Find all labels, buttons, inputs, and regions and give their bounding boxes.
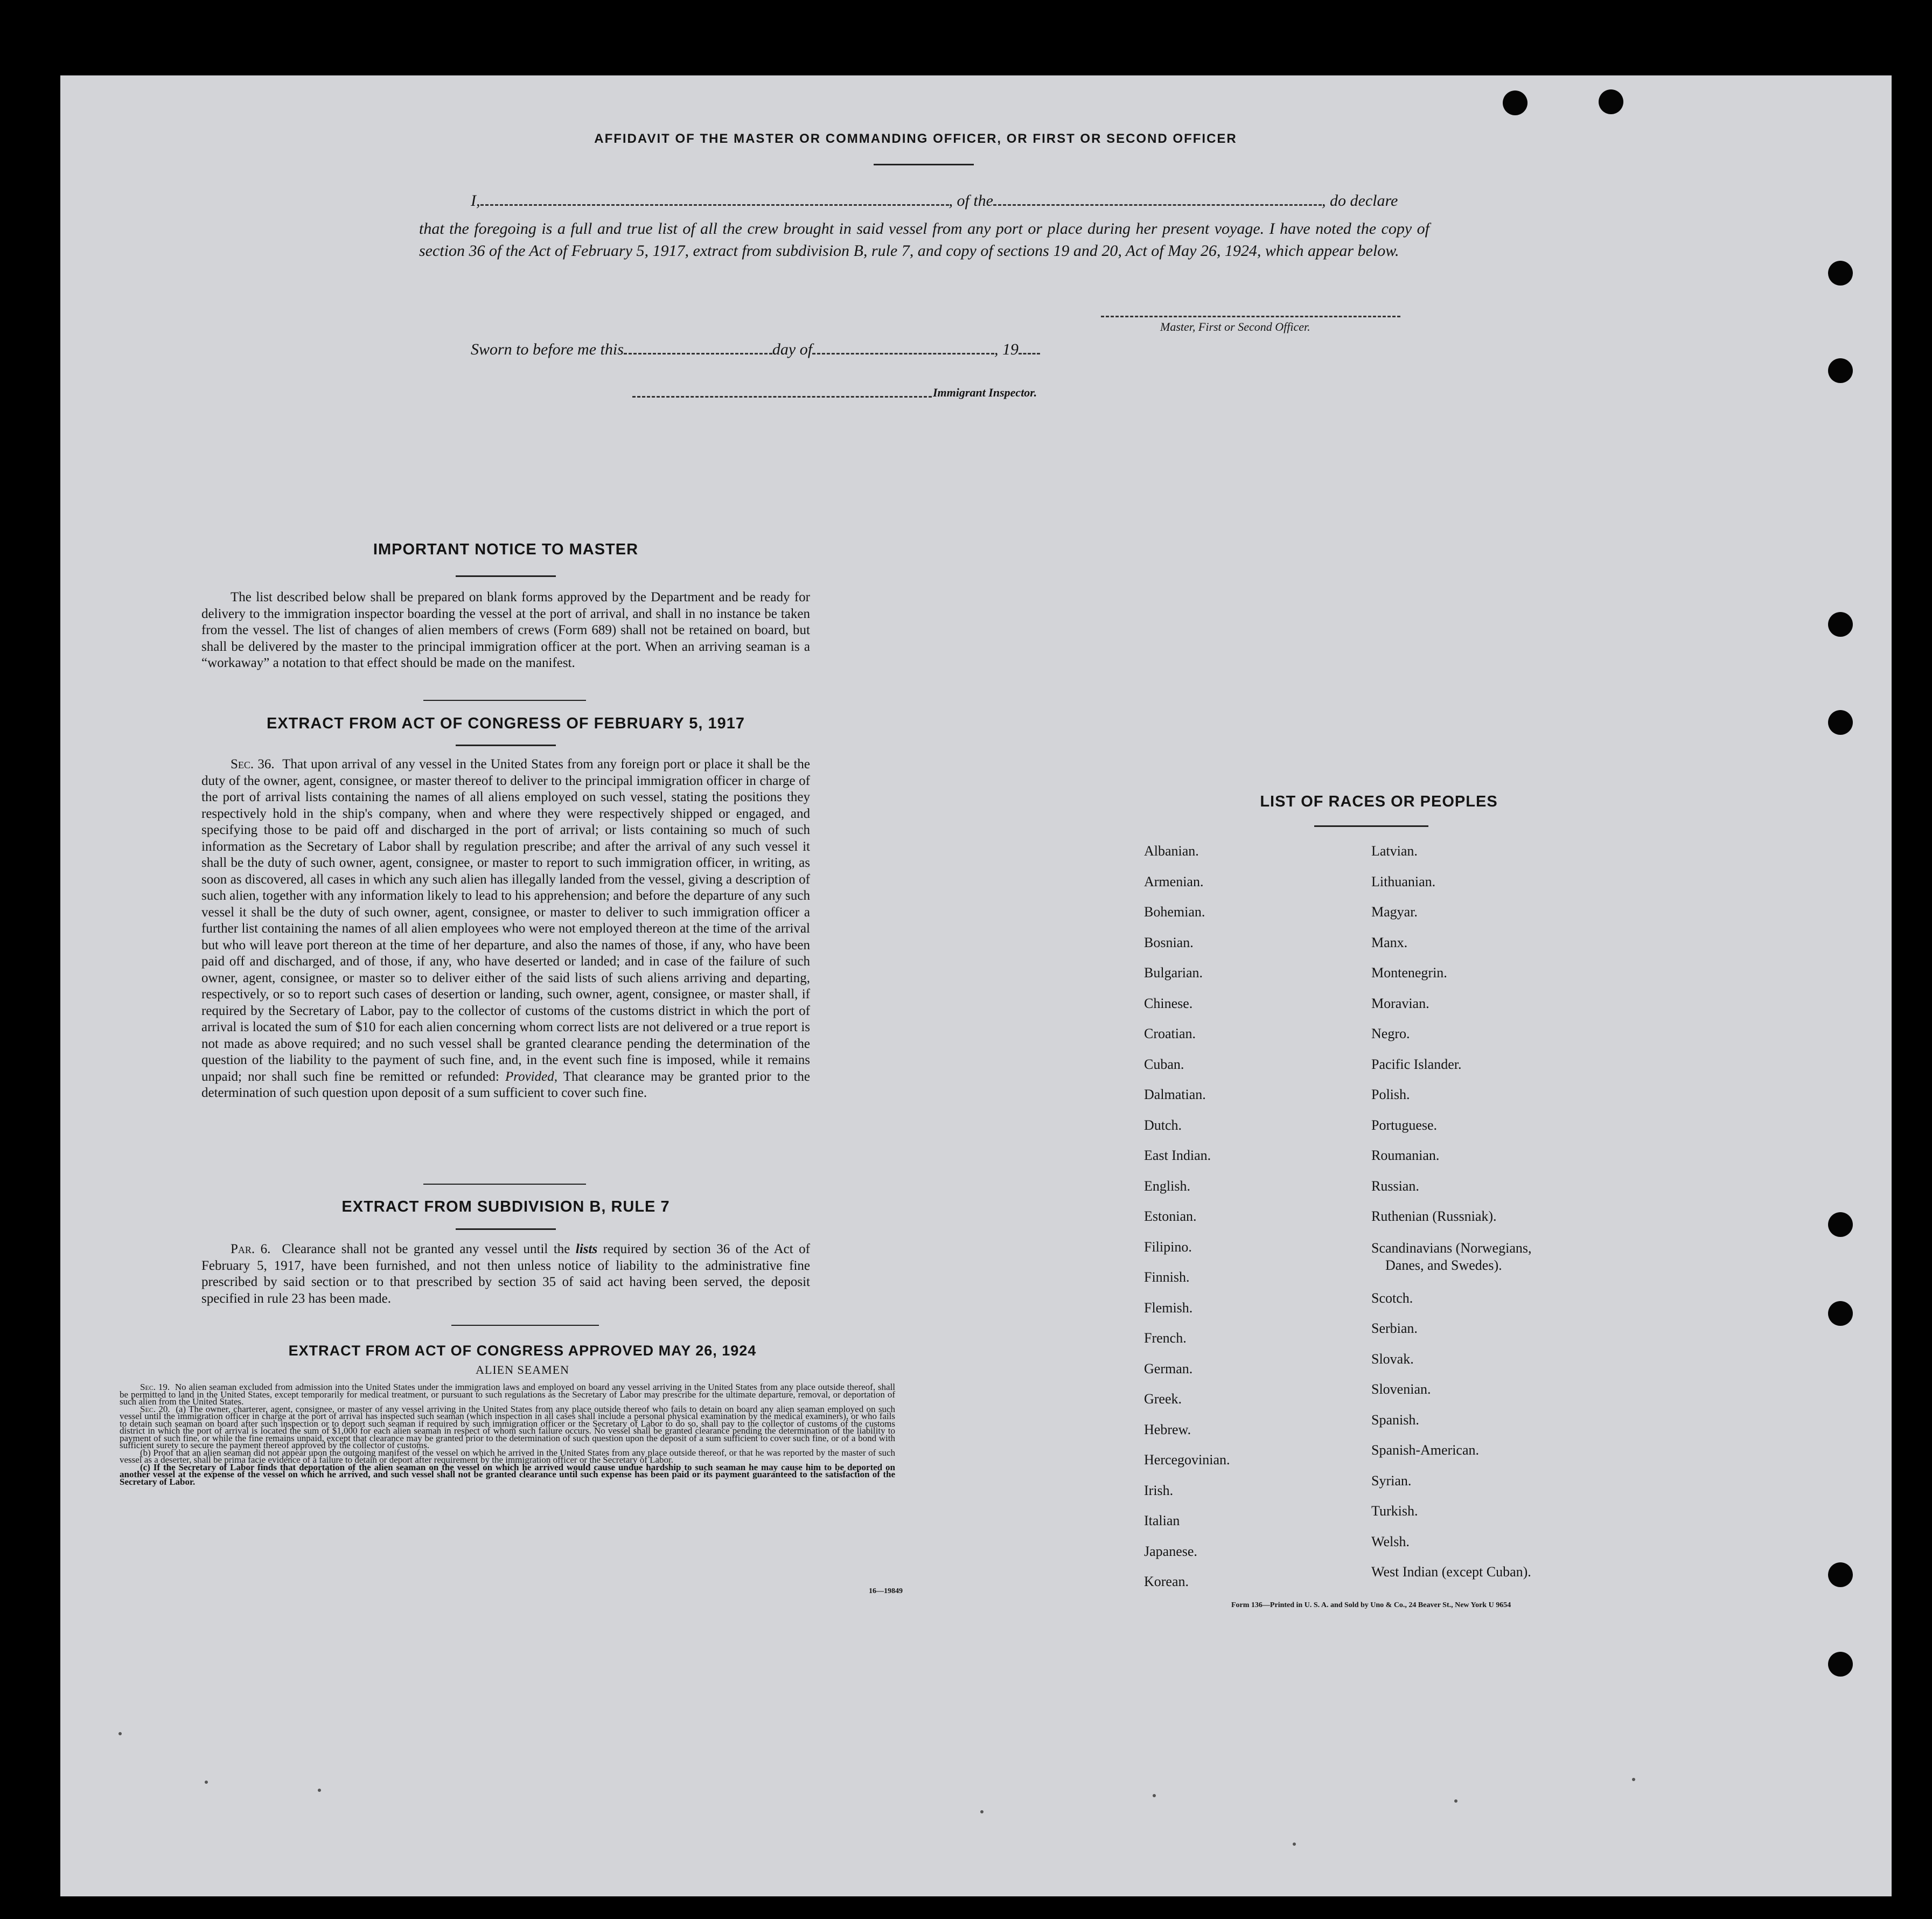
section-divider — [423, 700, 586, 701]
race-item: Latvian. — [1371, 843, 1418, 859]
declarant-label: I, — [471, 192, 480, 210]
race-item: Filipino. — [1144, 1239, 1192, 1255]
race-item: Russian. — [1371, 1178, 1419, 1194]
punch-hole — [1828, 612, 1853, 637]
race-item: West Indian (except Cuban). — [1371, 1564, 1531, 1580]
section-rule — [456, 575, 556, 577]
race-item: Bohemian. — [1144, 904, 1205, 920]
race-item: Bosnian. — [1144, 934, 1194, 950]
vessel-name-field[interactable] — [993, 204, 1322, 206]
provided-word: Provided, — [505, 1069, 557, 1084]
section-rule — [456, 745, 556, 746]
speck — [1632, 1778, 1635, 1781]
race-item: Spanish. — [1371, 1412, 1419, 1428]
race-item: Croatian. — [1144, 1026, 1196, 1041]
race-item: Slovenian. — [1371, 1381, 1431, 1397]
alien-seamen-subtitle: ALIEN SEAMEN — [476, 1363, 569, 1376]
race-item: Dutch. — [1144, 1117, 1182, 1133]
affidavit-title: AFFIDAVIT OF THE MASTER OR COMMANDING OFFICER, OR FIRST OR SECOND OFFICER — [594, 131, 1237, 146]
notice-body: The list described below shall be prepared on blank forms approved by the Department and be ready for delivery to the immigration inspector boarding the vessel at the port of arrival, and shall in no instance be taken from the vessel. The list of changes of alien members of crews (Form 689) shall not be retained on board, but shall be delivered by the master to the principal immigration officer at the port. When an arriving seaman is a “workaway” a notation to that effect should be made on the manifest. — [201, 590, 810, 670]
race-item: Moravian. — [1371, 995, 1429, 1011]
par-6-body-b: required by section 36 of the Act of February 5, 1917, have been furnished, and not then unless notice of liability to the administrative fine prescribed by said section or to that prescribed by section 35 of said act having been served, the deposit specified in rule 23 has been made. — [201, 1242, 811, 1306]
declarant-name-field[interactable] — [480, 204, 949, 206]
extract-1917-title: EXTRACT FROM ACT OF CONGRESS OF FEBRUARY 5, 1917 — [266, 715, 745, 732]
par-6-body-a: Clearance shall not be granted any vessel until the — [282, 1242, 570, 1256]
punch-hole — [1828, 261, 1853, 286]
race-item: Portuguese. — [1371, 1117, 1438, 1133]
race-item: Polish. — [1371, 1087, 1410, 1102]
sworn-label: Sworn to before me this — [471, 340, 624, 358]
punch-hole — [1828, 1301, 1853, 1326]
extract-1924-title: EXTRACT FROM ACT OF CONGRESS APPROVED MAY 26, 1924 — [288, 1343, 757, 1359]
speck — [980, 1810, 984, 1813]
race-item: Italian — [1144, 1513, 1180, 1528]
race-item: Japanese. — [1144, 1543, 1197, 1559]
race-item: Roumanian. — [1371, 1148, 1440, 1163]
race-item: East Indian. — [1144, 1148, 1211, 1163]
punch-hole — [1828, 1652, 1853, 1677]
form-number: 16—19849 — [869, 1587, 903, 1595]
section-36-text — [201, 756, 810, 1102]
race-item: English. — [1144, 1178, 1190, 1194]
race-item: Scotch. — [1371, 1290, 1413, 1306]
race-item: Dalmatian. — [1144, 1087, 1206, 1102]
section-19 — [120, 1383, 895, 1406]
race-item: Spanish-American. — [1371, 1442, 1480, 1458]
race-item: Irish. — [1144, 1482, 1174, 1498]
declare-label: , do declare — [1322, 192, 1398, 210]
race-item: Hebrew. — [1144, 1421, 1191, 1437]
speck — [1293, 1842, 1296, 1846]
speck — [205, 1781, 208, 1784]
race-item: Pacific Islander. — [1371, 1056, 1462, 1072]
race-item: Danes, and Swedes). — [1385, 1257, 1502, 1273]
punch-hole — [1503, 91, 1528, 115]
year-label: , 19 — [994, 340, 1019, 358]
races-left-column — [1144, 836, 1230, 1597]
section-divider — [423, 1184, 586, 1185]
day-of-label: day of — [772, 340, 813, 358]
race-item: Magyar. — [1371, 904, 1418, 920]
inspector-label: Immigrant Inspector. — [933, 386, 1037, 399]
rule-7-title: EXTRACT FROM SUBDIVISION B, RULE 7 — [341, 1198, 670, 1215]
par-6-text — [201, 1241, 810, 1307]
section-36-label: Sec. 36. — [231, 757, 275, 771]
speck — [1454, 1799, 1457, 1803]
section-divider — [451, 1325, 599, 1326]
race-item: Armenian. — [1144, 873, 1204, 889]
race-item: Greek. — [1144, 1391, 1182, 1407]
punch-hole — [1828, 1562, 1853, 1587]
sworn-line — [471, 340, 1171, 359]
section-19-body: No alien seaman excluded from admission into the United States under the immigration laws and employed on board any vessel arriving in the United States from any place outside thereof, shall be permitted to land in the United States, except temporarily for medical treatment, or pursuant to such regulations as the Secretary of Labor may prescribe for the ultimate departure, removal, or deportation of such alien from the United States. — [120, 1382, 896, 1407]
race-item: Finnish. — [1144, 1269, 1190, 1285]
races-right-column — [1371, 836, 1531, 1588]
race-item: Estonian. — [1144, 1208, 1197, 1224]
race-item: Lithuanian. — [1371, 873, 1436, 889]
speck — [118, 1732, 122, 1735]
race-item: Turkish. — [1371, 1503, 1418, 1519]
notice-title: IMPORTANT NOTICE TO MASTER — [373, 541, 639, 558]
section-rule — [456, 1228, 556, 1230]
race-item: Korean. — [1144, 1574, 1189, 1589]
race-item: Hercegovinian. — [1144, 1452, 1230, 1468]
section-20a — [120, 1403, 895, 1450]
race-item: Cuban. — [1144, 1056, 1184, 1072]
section-rule — [1314, 825, 1428, 827]
punch-hole — [1828, 1212, 1853, 1237]
punch-hole — [1599, 89, 1623, 114]
race-item: Welsh. — [1371, 1533, 1410, 1549]
section-36-body-end: That clearance may be granted prior to the determination of such question upon deposit of a sum sufficient to cover such fine. — [201, 1069, 810, 1100]
sworn-month-field[interactable] — [812, 353, 994, 354]
vessel-label: , of the — [948, 192, 993, 210]
extract-1924-body — [120, 1383, 895, 1485]
race-item: Chinese. — [1144, 995, 1193, 1011]
section-20-label: Sec. 20. — [140, 1403, 170, 1414]
race-item: French. — [1144, 1330, 1187, 1346]
race-item: Bulgarian. — [1144, 965, 1203, 981]
races-title: LIST OF RACES OR PEOPLES — [1260, 793, 1498, 810]
officer-signature-field[interactable] — [1101, 316, 1400, 317]
race-item: Manx. — [1371, 934, 1408, 950]
inspector-signature-field[interactable] — [632, 396, 932, 398]
punch-hole — [1828, 358, 1853, 383]
section-19-label: Sec. 19. — [140, 1382, 170, 1392]
race-item: Scandinavians (Norwegians, — [1371, 1240, 1532, 1256]
affidavit-body: that the foregoing is a full and true list of all the crew brought in said vessel from any port or place during her present voyage. I have noted the copy of section 36 of the Act of February 5, 1917, extract from subdivision B, rule 7, and copy of sections 19 and 20, Act of May 26, 1924, which appear below. — [419, 220, 1429, 260]
printer-credit: Form 136—Printed in U. S. A. and Sold by Uno & Co., 24 Beaver St., New York U 9654 — [1231, 1601, 1511, 1609]
race-item: Negro. — [1371, 1026, 1410, 1041]
race-item: Serbian. — [1371, 1320, 1418, 1336]
section-20a-body: (a) The owner, charterer, agent, consignee, or master of any vessel arriving in the United States from any place outside thereof who fails to detain on board any alien seaman employed on such vessel until the immigration officer in charge at the port of arrival has inspected such seaman (which inspection in all cases shall include a personal physical examination by the medical examiners), or who fails to detain such seaman on board after such inspection or to deport such seaman if required by such immigration officer or the Secretary of Labor to do so, shall pay to the collector of customs of the customs district in which the port of arrival is located the sum of $1,000 for each alien seaman in respect of whom such failure occurs. No vessel shall be granted clearance pending the determination of the liability to payment of such fine, or while the fine remains unpaid, except that clearance may be granted prior to the determination of such question upon the deposit of a sum sufficient to cover such fine, or of a bond with sufficient surety to secure the payment thereof approved by the collector of customs. — [120, 1403, 895, 1450]
race-item: Slovak. — [1371, 1351, 1414, 1367]
race-item: Montenegrin. — [1371, 965, 1447, 981]
sworn-year-field[interactable] — [1019, 353, 1040, 354]
race-item: Flemish. — [1144, 1299, 1193, 1316]
speck — [1153, 1794, 1156, 1797]
affidavit-declaration-line — [471, 192, 1429, 210]
race-item: Albanian. — [1144, 843, 1199, 859]
section-20b: (b) Proof that an alien seaman did not appear upon the outgoing manifest of the vessel on which he arrived in the United States from any place outside thereof, or that he was reported by the master of such vessel as a deserter, shall be prima facie evidence of a failure to detain or deport after requirement by the immigration officer or the Secretary of Labor. — [120, 1447, 895, 1465]
section-36-body: That upon arrival of any vessel in the United States from any foreign port or place it shall be the duty of the owner, agent, consignee, or master thereof to deliver to the principal immigration officer in charge of the port of arrival lists containing the names of all aliens employed on such vessel, stating the positions they respectively hold in the ship's company, when and where they were respectively shipped or engaged, and specifying those to be paid off and discharged in the port of arrival; or lists containing so much of such information as the Secretary of Labor shall by regulation prescribe; and after the arrival of any such vessel it shall be the duty of such owner, agent, consignee, or master to report to such immigration officer, in writing, as soon as discovered, all cases in which any such alien has illegally landed from the vessel, giving a description of such alien, together with any information likely to lead to his apprehension; and before the departure of any such vessel it shall be the duty of such owner, agent, consignee, or master to deliver to such immigration officer a further list containing the names of all alien employees who were not employed thereon at the time of the arrival but who will leave port thereon at the time of her departure, and also the names of those, if any, who have been paid off and discharged, and of those, if any, who have deserted or landed; and in case of the failure of such owner, agent, consignee, or master so to deliver either of the said lists of such aliens arriving and departing, respectively, or so to report such cases of desertion or landing, such owner, agent, consignee, or master shall, if required by the Secretary of Labor, pay to the collector of customs of the customs district in which the port of arrival is located the sum of $10 for each alien concerning whom correct lists are not delivered or a true report is not made as above required; and no such vessel shall be granted clearance pending the determination of the question of the liability to the payment of such fine, and, in the event such fine is imposed, while it remains unpaid; nor shall such fine be remitted or refunded: — [201, 757, 810, 1084]
lists-word: lists — [575, 1242, 598, 1256]
race-item: Ruthenian (Russniak). — [1371, 1208, 1497, 1224]
sworn-day-field[interactable] — [624, 353, 772, 354]
speck — [318, 1789, 321, 1792]
race-item: Syrian. — [1371, 1472, 1412, 1489]
punch-hole — [1828, 710, 1853, 735]
title-rule — [874, 164, 974, 165]
race-item: German. — [1144, 1360, 1193, 1376]
signature-label: Master, First or Second Officer. — [1160, 320, 1310, 333]
par-6-label: Par. 6. — [231, 1242, 271, 1256]
section-20c: (c) If the Secretary of Labor finds that deportation of the alien seaman on the vessel on which he arrived would cause undue hardship to such seaman he may cause him to be deported on another vessel at the expense of the vessel on which he arrived, and such vessel shall not be granted clearance until such expense has been paid or its payment guaranteed to the satisfaction of the Secretary of Labor. — [120, 1462, 895, 1487]
